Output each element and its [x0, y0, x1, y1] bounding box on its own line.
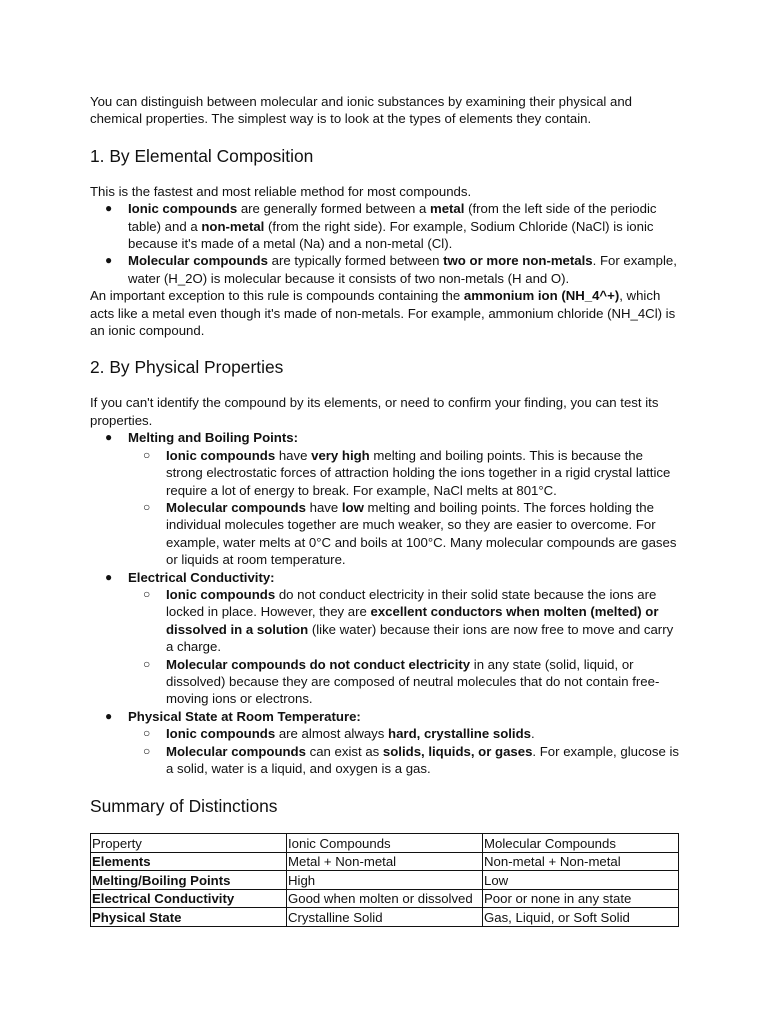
- intro-paragraph: You can distinguish between molecular and ionic substances by examining their physical and chemical properties. The simplest way is to look at the types of elements they contain.: [90, 94, 632, 127]
- summary-table: [90, 833, 679, 927]
- table-cell: Metal + Non-metal: [287, 852, 483, 871]
- list-item-melting: ● Melting and Boiling Points: ○ Ionic compounds have very high melting and boiling points. This is because the strong electrostatic forces of attraction holding the ions together in a rigid crystal lattice require a lot of energy to break. For example, NaCl melts at 801°C. ○ Molecular compounds have low melting and boiling points. The forces holding the individual molecules together are much weaker, so they are easier to overcome. For example, water melts at 0°C and boils at 100°C. Many molecular compounds are gases or liquids at room temperature.: [128, 429, 680, 568]
- circle-bullet-icon: ○: [143, 656, 151, 671]
- table-cell: Poor or none in any state: [483, 889, 679, 908]
- table-row-label: Elements: [91, 852, 287, 871]
- circle-bullet-icon: ○: [143, 586, 151, 601]
- table-cell: Non-metal + Non-metal: [483, 852, 679, 871]
- bullet-icon: ●: [105, 708, 113, 723]
- table-header-cell: Ionic Compounds: [287, 834, 483, 853]
- list-item-melting-molecular: ○ Molecular compounds have low melting and boiling points. The forces holding the individual molecules together are much weaker, so they are easier to overcome. For example, water melts at 0°C and boils at 100°C. Many molecular compounds are gases or liquids at room temperature.: [143, 499, 677, 568]
- table-row: [91, 852, 679, 871]
- physical-lead: If you can't identify the compound by its elements, or need to confirm your finding, you can test its properties.: [90, 395, 659, 428]
- table-row-label: Physical State: [91, 908, 287, 927]
- table-cell: Good when molten or dissolved: [287, 889, 483, 908]
- bullet-icon: ●: [105, 430, 113, 445]
- table-header-cell: Property: [91, 834, 287, 853]
- circle-bullet-icon: ○: [143, 447, 151, 462]
- composition-lead: This is the fastest and most reliable method for most compounds.: [90, 183, 472, 199]
- ammonium-exception: An important exception to this rule is compounds containing the ammonium ion (NH_4^+), which acts like a metal even though it's made of non-metals. For example, ammonium chloride (NH_4Cl) is an ionic compound.: [90, 288, 676, 339]
- list-item-conductivity-molecular: ○ Molecular compounds do not conduct electricity in any state (solid, liquid, or dissolved) because they are composed of neutral molecules that do not contain free-moving ions or electrons.: [143, 656, 660, 707]
- table-header-row: [91, 834, 679, 853]
- list-item-physical-state: ● Physical State at Room Temperature: ○ Ionic compounds are almost always hard, crystalline solids. ○ Molecular compounds can exist as solids, liquids, or gases. For example, glucose is a solid, water is a liquid, and oxygen is a gas.: [105, 708, 680, 776]
- circle-bullet-icon: ○: [143, 743, 151, 758]
- list-item-melting-ionic: ○ Ionic compounds have very high melting and boiling points. This is because the strong electrostatic forces of attraction holding the ions together in a rigid crystal lattice require a lot of energy to break. For example, NaCl melts at 801°C.: [143, 447, 671, 498]
- list-item-conductivity: ● Electrical Conductivity: ○ Ionic compounds do not conduct electricity in their solid state because the ions are locked in place. However, they are excellent conductors when molten (melted) or dissolved in a solution (like water) because their ions are now free to move and carry a charge. ○ Molecular compounds do not conduct electricity in any state (solid, liquid, or dissolved) because they are composed of neutral molecules that do not contain free-moving ions or electrons.: [128, 569, 680, 708]
- properties-list: [90, 429, 680, 777]
- table-row: [91, 871, 679, 890]
- table-cell: Crystalline Solid: [287, 908, 483, 927]
- section-heading-physical: 2. By Physical Properties: [90, 357, 284, 378]
- section-heading-summary: Summary of Distinctions: [90, 796, 278, 817]
- list-item-conductivity-ionic: ○ Ionic compounds do not conduct electricity in their solid state because the ions are locked in place. However, they are excellent conductors when molten (melted) or dissolved in a solution (like water) because their ions are now free to move and carry a charge.: [143, 586, 674, 655]
- table-row: [91, 889, 679, 908]
- table-cell: Low: [483, 871, 679, 890]
- table-row: [91, 908, 679, 927]
- bullet-icon: ●: [105, 569, 113, 584]
- table-header-cell: Molecular Compounds: [483, 834, 679, 853]
- table-cell: High: [287, 871, 483, 890]
- melting-sublist: [128, 447, 680, 569]
- circle-bullet-icon: ○: [143, 499, 151, 514]
- list-item-state-ionic: ○ Ionic compounds are almost always hard, crystalline solids.: [143, 726, 535, 742]
- circle-bullet-icon: ○: [143, 726, 151, 741]
- section-heading-composition: 1. By Elemental Composition: [90, 145, 314, 166]
- composition-list: [90, 200, 680, 287]
- table-row-label: Electrical Conductivity: [91, 889, 287, 908]
- state-sublist: [128, 725, 680, 777]
- bullet-icon: ●: [105, 201, 113, 216]
- list-item-ionic-composition: ● Ionic compounds are generally formed between a metal (from the left side of the periodic table) and a non-metal (from the right side). For example, Sodium Chloride (NaCl) is ionic because it's made of a metal (Na) and a non-metal (Cl).: [105, 201, 657, 252]
- list-item-state-molecular: ○ Molecular compounds can exist as solids, liquids, or gases. For example, glucose is a solid, water is a liquid, and oxygen is a gas.: [143, 743, 680, 776]
- conductivity-sublist: [128, 586, 680, 708]
- bullet-icon: ●: [105, 253, 113, 268]
- document-page: [90, 93, 680, 927]
- table-row-label: Melting/Boiling Points: [91, 871, 287, 890]
- list-item-molecular-composition: ● Molecular compounds are typically formed between two or more non-metals. For example, water (H_2O) is molecular because it consists of two non-metals (H and O).: [105, 253, 677, 286]
- table-cell: Gas, Liquid, or Soft Solid: [483, 908, 679, 927]
